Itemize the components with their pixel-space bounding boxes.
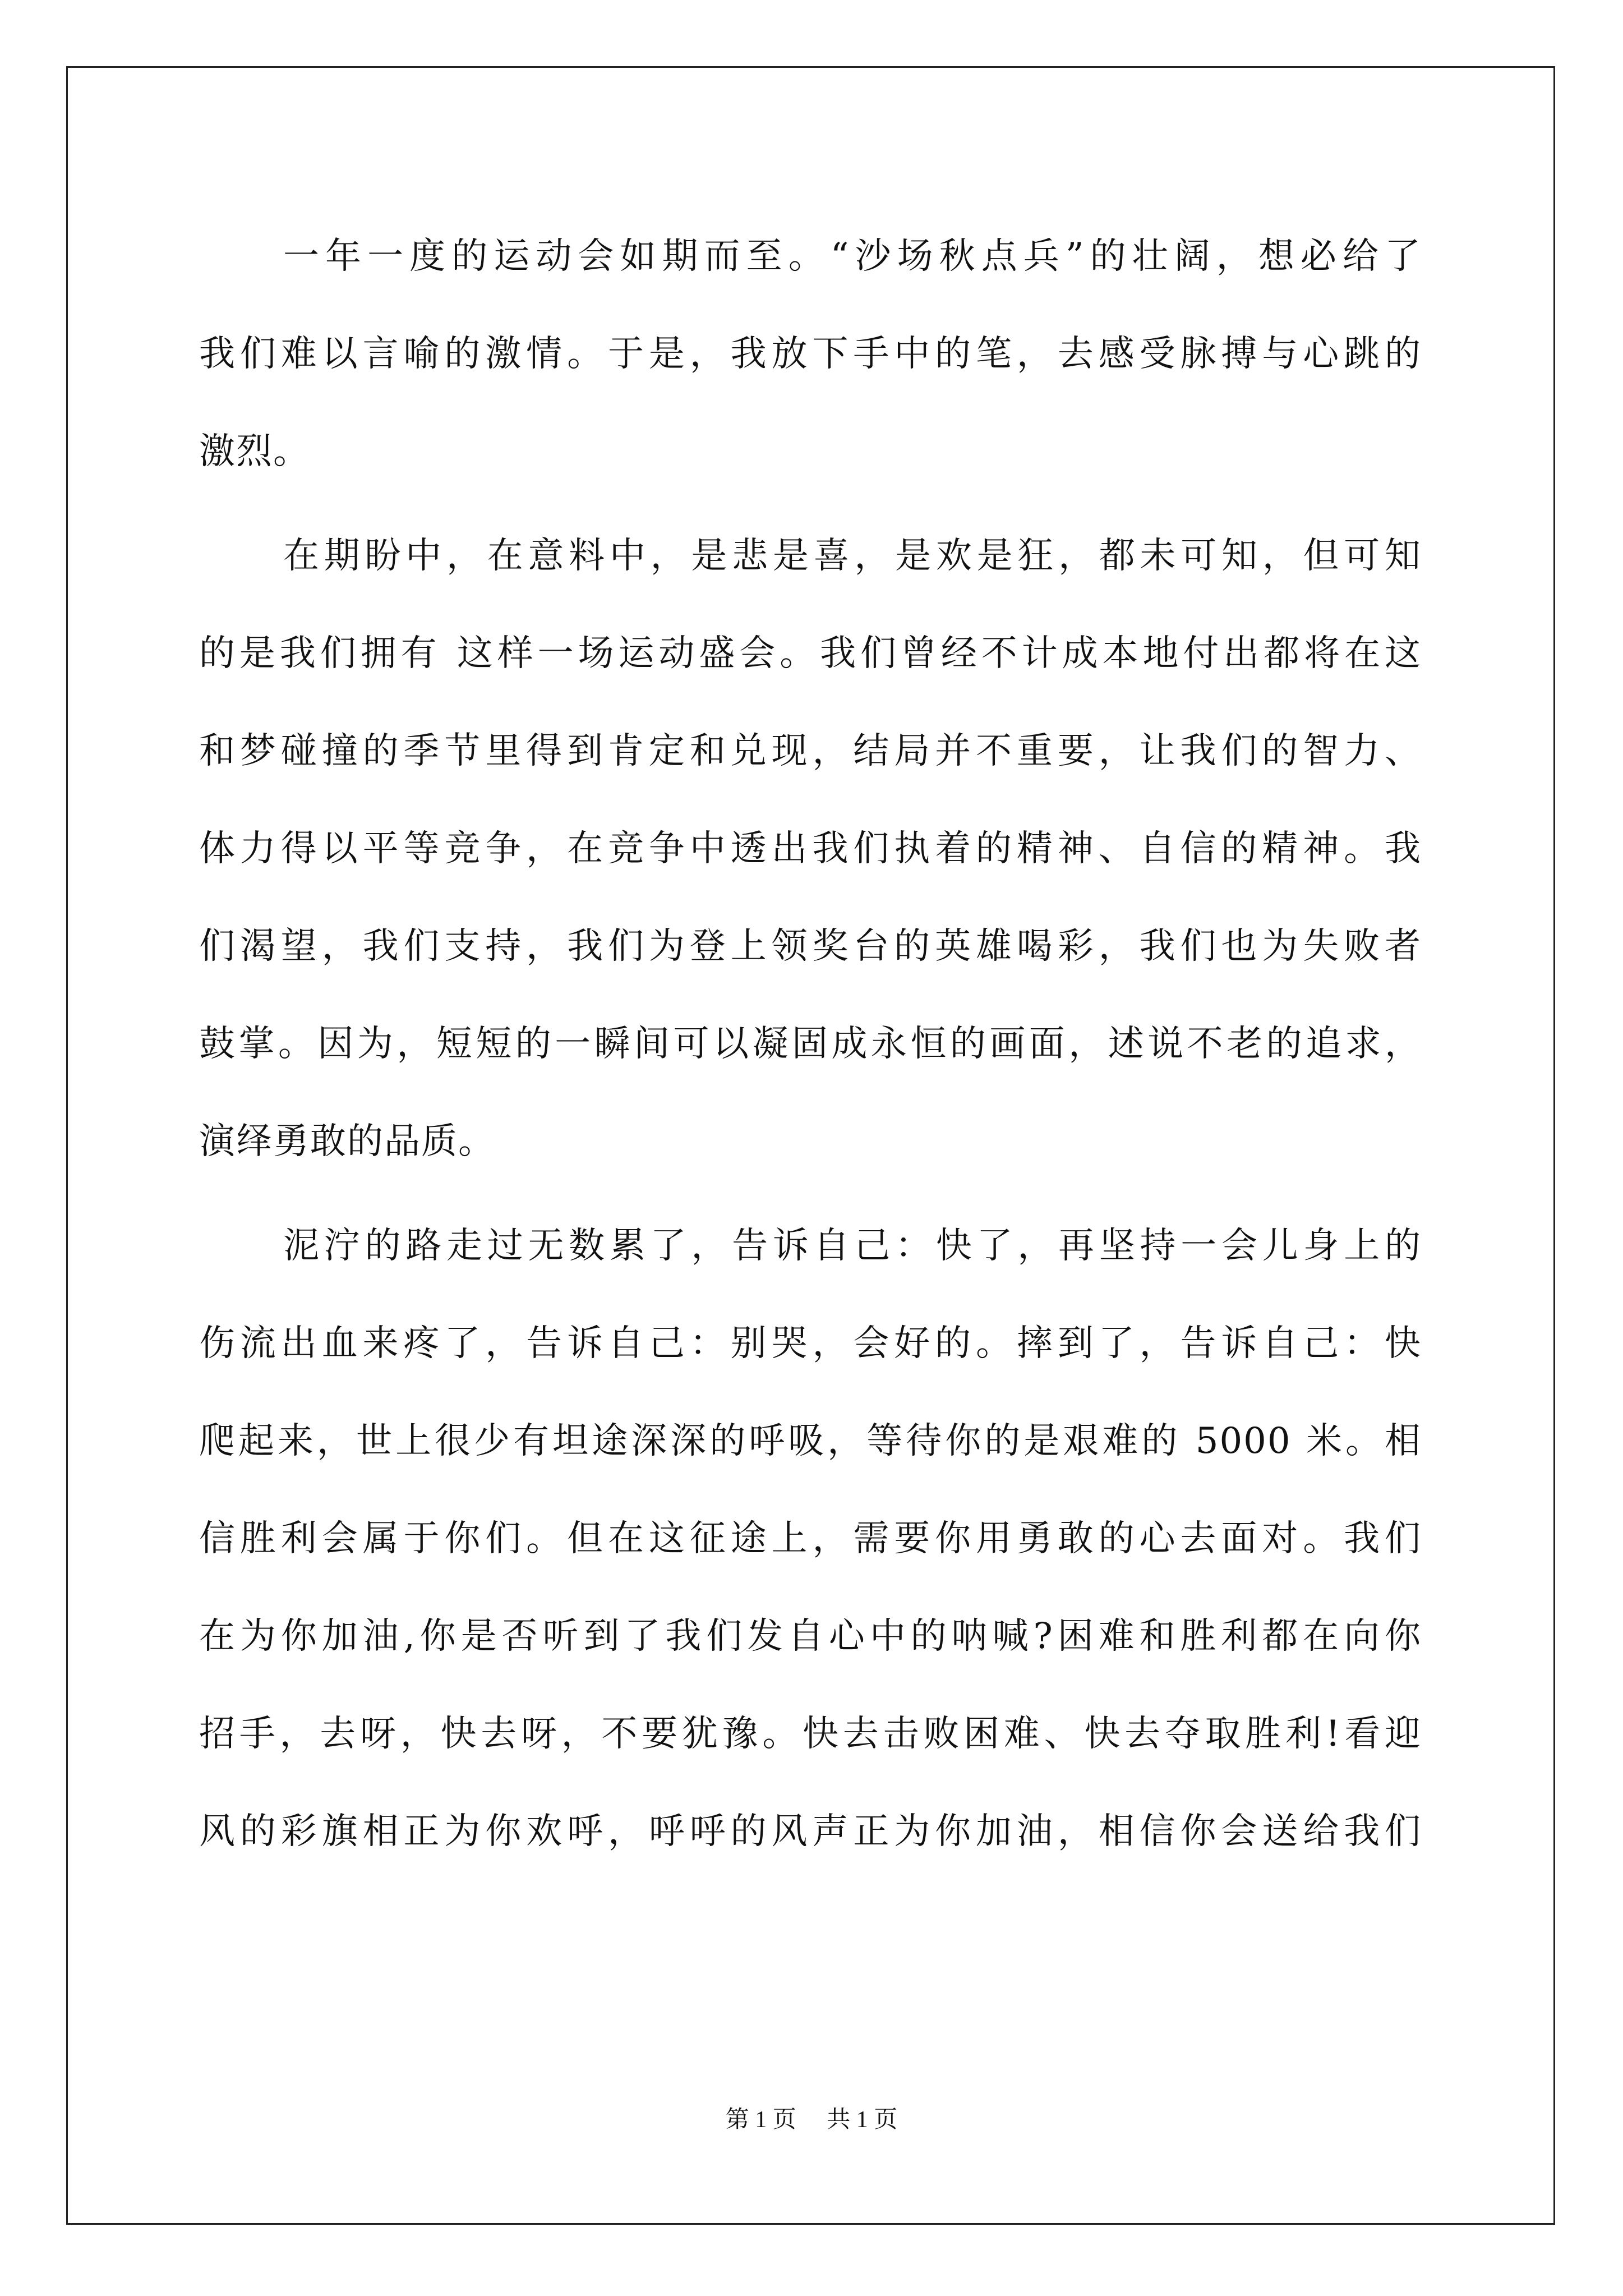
text-line: 风的彩旗相正为你欢呼，呼呼的风声正为你加油，相信你会送给我们: [199, 1811, 1422, 1852]
text-line: 的是我们拥有 这样一场运动盛会。我们曾经不计成本地付出都将在这: [199, 633, 1422, 674]
paragraph-3: [199, 1197, 1422, 1880]
text-line: 在为你加油,你是否听到了我们发自心中的呐喊?困难和胜利都在向你: [199, 1616, 1422, 1657]
text-line: 爬起来，世上很少有坦途深深的呼吸，等待你的是艰难的 5000 米。相: [199, 1420, 1422, 1462]
text-line: 招手，去呀，快去呀，不要犹豫。快去击败困难、快去夺取胜利!看迎: [199, 1713, 1422, 1755]
text-line: 在期盼中，在意料中，是悲是喜，是欢是狂，都未可知，但可知: [283, 535, 1422, 577]
page-number: 第 1 页: [725, 2107, 796, 2133]
page-footer: [0, 2101, 1623, 2134]
text-line: 一年一度的运动会如期而至。“沙场秋点兵”的壮阔，想必给了: [283, 236, 1422, 277]
text-line: 信胜利会属于你们。但在这征途上，需要你用勇敢的心去面对。我们: [199, 1518, 1422, 1559]
text-line: 鼓掌。因为，短短的一瞬间可以凝固成永恒的画面，述说不老的追求，: [199, 1023, 1422, 1065]
paragraph-1: [199, 208, 1422, 500]
text-line: 泥泞的路走过无数累了，告诉自己：快了，再坚持一会儿身上的: [283, 1225, 1422, 1267]
document-body: [199, 208, 1422, 1880]
page-total: 共 1 页: [827, 2107, 898, 2133]
paragraph-2: [199, 507, 1422, 1190]
text-line: 激烈。: [199, 431, 310, 472]
text-line: 我们难以言喻的激情。于是，我放下手中的笔，去感受脉搏与心跳的: [199, 333, 1422, 375]
text-line: 演绎勇敢的品质。: [199, 1121, 495, 1162]
text-line: 伤流出血来疼了，告诉自己：别哭，会好的。摔到了，告诉自己：快: [199, 1323, 1422, 1364]
text-line: 体力得以平等竞争，在竞争中透出我们执着的精神、自信的精神。我: [199, 828, 1422, 869]
text-line: 和梦碰撞的季节里得到肯定和兑现，结局并不重要，让我们的智力、: [199, 730, 1422, 772]
text-line: 们渴望，我们支持，我们为登上领奖台的英雄喝彩，我们也为失败者: [199, 926, 1422, 967]
